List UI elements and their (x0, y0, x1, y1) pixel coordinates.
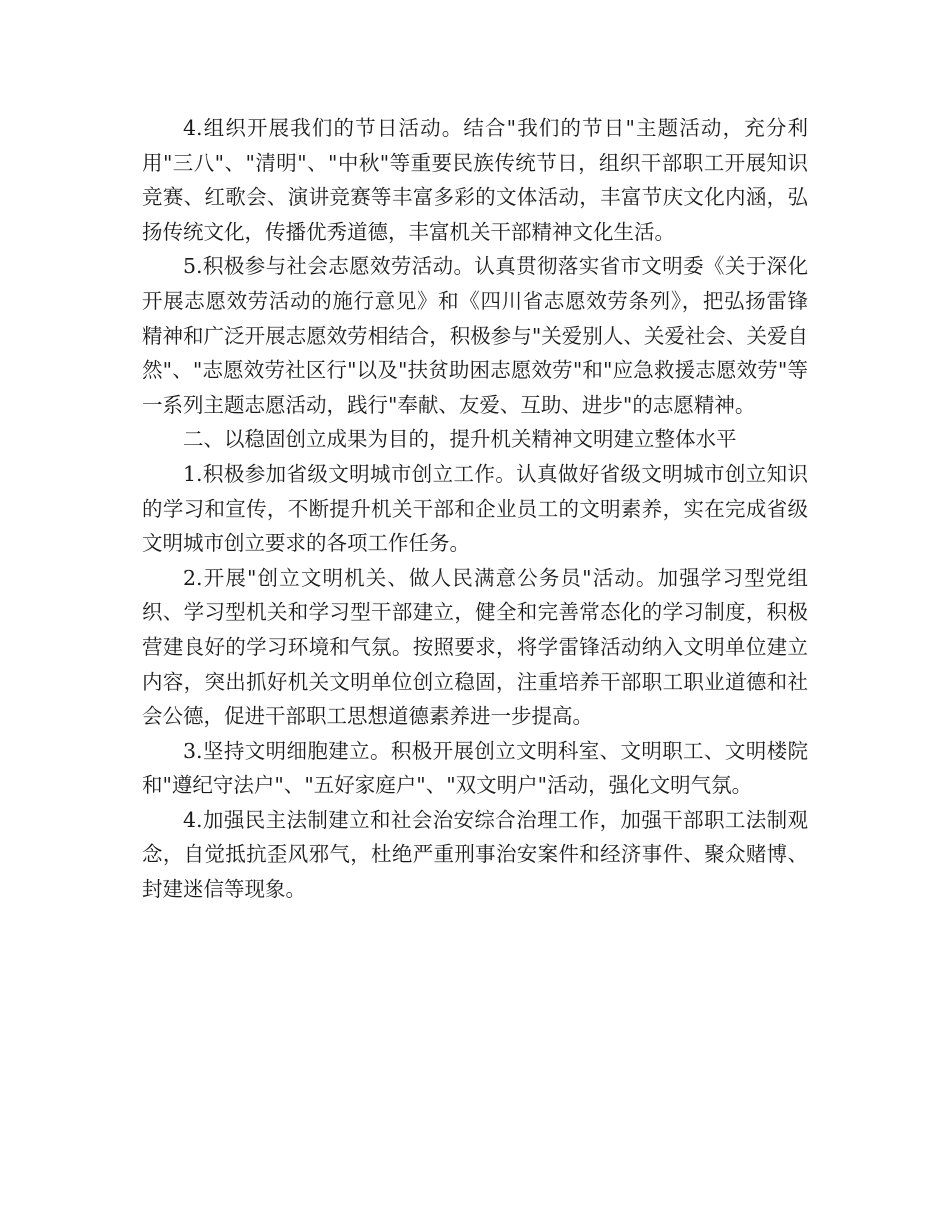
paragraph-festival-activities: 4.组织开展我们的节日活动。结合"我们的节日"主题活动，充分利用"三八"、"清明"、"中秋"等重要民族传统节日，组织干部职工开展知识竞赛、红歌会、演讲竞赛等丰富多彩的文体活动，丰富节庆文化内涵，弘扬传统文化，传播优秀道德，丰富机关干部精神文化生活。 (142, 116, 808, 244)
paragraph-civilized-organ: 2.开展"创立文明机关、做人民满意公务员"活动。加强学习型党组织、学习型机关和学习型干部建立，健全和完善常态化的学习制度，积极营建良好的学习环境和气氛。按照要求，将学雷锋活动纳入文明单位建立内容，突出抓好机关文明单位创立稳固，注重培养干部职工职业道德和社会公德，促进干部职工思想道德素养进一步提高。 (142, 565, 808, 729)
paragraph-civilized-cells: 3.坚持文明细胞建立。积极开展创立文明科室、文明职工、文明楼院和"遵纪守法户"、"五好家庭户"、"双文明户"活动，强化文明气氛。 (142, 738, 808, 798)
section-heading-two: 二、以稳固创立成果为目的，提升机关精神文明建立整体水平 (183, 427, 737, 452)
paragraph-legal-system: 4.加强民主法制建立和社会治安综合治理工作，加强干部职工法制观念，自觉抵抗歪风邪气，杜绝严重刑事治安案件和经济事件、聚众赌博、封建迷信等现象。 (142, 807, 808, 902)
paragraph-volunteer-service: 5.积极参与社会志愿效劳活动。认真贯彻落实省市文明委《关于深化开展志愿效劳活动的施行意见》和《四川省志愿效劳条列》，把弘扬雷锋精神和广泛开展志愿效劳相结合，积极参与"关爱别人、关爱社会、关爱自然"、"志愿效劳社区行"以及"扶贫助困志愿效劳"和"应急救援志愿效劳"等一系列主题志愿活动，践行"奉献、友爱、互助、进步"的志愿精神。 (142, 254, 808, 417)
document-body (142, 111, 808, 907)
paragraph-civilized-city: 1.积极参加省级文明城市创立工作。认真做好省级文明城市创立知识的学习和宣传，不断提升机关干部和企业员工的文明素养，实在完成省级文明城市创立要求的各项工作任务。 (142, 461, 808, 556)
